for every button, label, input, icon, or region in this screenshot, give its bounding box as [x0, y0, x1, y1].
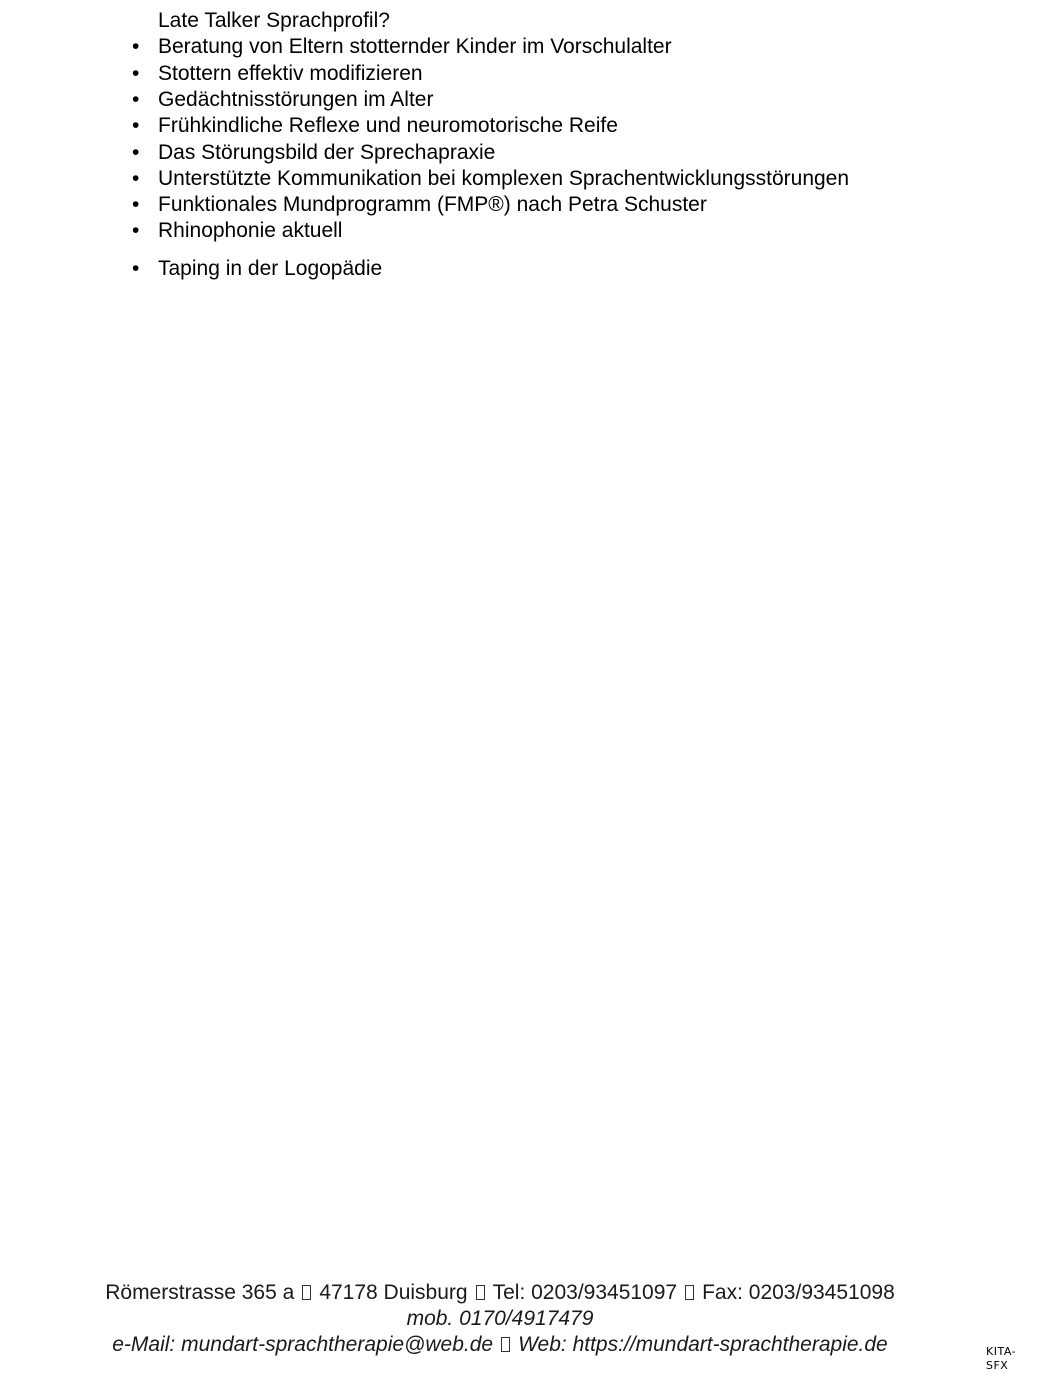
footer-city: 47178 Duisburg — [319, 1281, 468, 1304]
list-item-label: Taping in der Logopädie — [158, 257, 383, 280]
list-item-label: Rhinophonie aktuell — [158, 219, 343, 242]
separator-icon — [685, 1285, 694, 1300]
bullet-icon: • — [132, 62, 140, 85]
list-item-label: Gedächtnisstörungen im Alter — [158, 88, 434, 111]
bullet-icon: • — [132, 88, 140, 111]
footer-mobile: mob. 0170/4917479 — [406, 1307, 594, 1330]
bullet-icon: • — [132, 141, 140, 164]
list-item-label: Frühkindliche Reflexe und neuromotorische Reife — [158, 114, 618, 137]
footer-email: e-Mail: mundart-sprachtherapie@web.de — [112, 1333, 494, 1356]
separator-icon — [476, 1285, 485, 1300]
footer-tel: Tel: 0203/93451097 — [492, 1281, 678, 1304]
list-item-label: Funktionales Mundprogramm (FMP®) nach Petra Schuster — [158, 193, 707, 216]
footer-address: Römerstrasse 365 a — [105, 1281, 295, 1304]
footer-contact-line — [0, 1280, 1000, 1306]
bullet-icon: • — [132, 257, 140, 280]
list-item-label: Beratung von Eltern stotternder Kinder im Vorschulalter — [158, 35, 672, 58]
footer-web: Web: https://mundart-sprachtherapie.de — [518, 1333, 888, 1356]
separator-icon — [302, 1285, 311, 1300]
bullet-icon: • — [132, 219, 140, 242]
list-continuation-line: Late Talker Sprachprofil? — [158, 9, 390, 32]
bullet-icon: • — [132, 35, 140, 58]
bullet-icon: • — [132, 114, 140, 137]
list-item-label: Unterstützte Kommunikation bei komplexen Sprachentwicklungsstörungen — [158, 167, 850, 190]
corner-mark: KITA-SFX — [986, 1345, 1017, 1372]
list-item-label: Stottern effektiv modifizieren — [158, 62, 423, 85]
list-item-label: Das Störungsbild der Sprechapraxie — [158, 141, 496, 164]
bullet-icon: • — [132, 193, 140, 216]
separator-icon — [501, 1337, 510, 1352]
footer-fax: Fax: 0203/93451098 — [702, 1281, 895, 1304]
footer-web-line — [0, 1332, 1000, 1358]
bullet-icon: • — [132, 167, 140, 190]
